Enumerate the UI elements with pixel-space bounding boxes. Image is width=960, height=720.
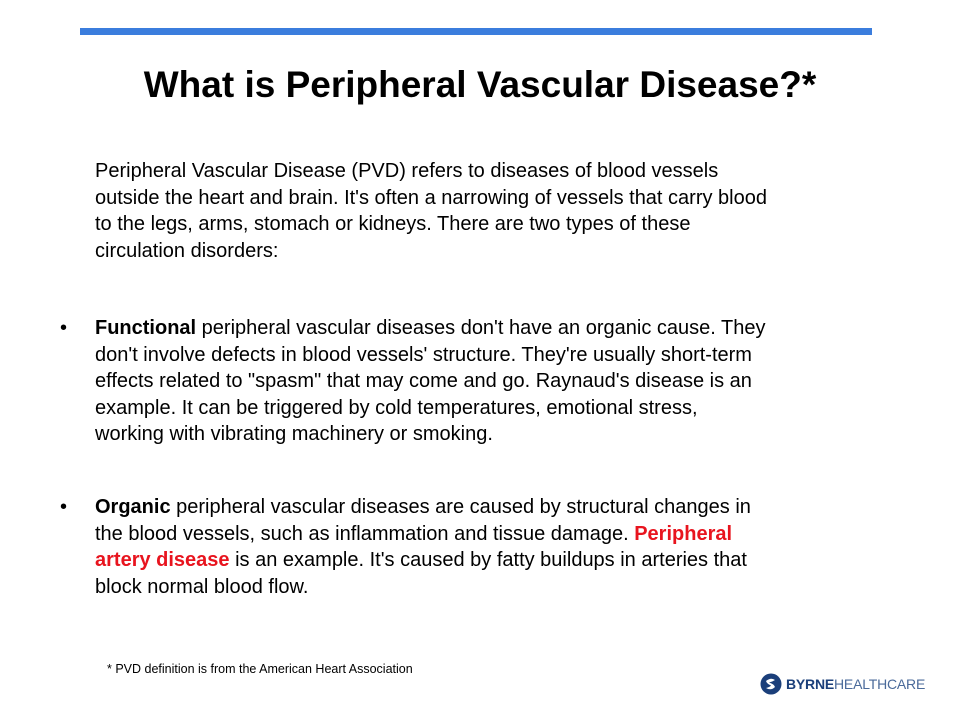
intro-paragraph: Peripheral Vascular Disease (PVD) refers to diseases of blood vessels outside the heart and brain. It's often a narrowing of vessels that carry blood to the legs, arms, stomach or kidneys. There are two types of these circulation disorders: [95, 160, 767, 262]
bullet-term: Organic [95, 496, 171, 518]
bullet-organic-text [95, 494, 915, 600]
bullet-body: peripheral vascular diseases are caused by structural changes in the blood vessels, such as inflammation and tissue damage. [95, 496, 751, 545]
highlighted-term: Peripheral artery disease [95, 522, 733, 571]
bullet-body: peripheral vascular diseases don't have an organic cause. They don't involve defects in blood vessels' structure. They're usually short-term effects related to "spasm" that may come and go. Raynaud's disease is an example. It can be triggered by cold temperatures, emotional stress, working with vibrating machinery or smoking. [95, 317, 766, 445]
bullet-marker: • [60, 496, 68, 518]
bullet-body-end: is an example. It's caused by fatty buildups in arteries that block normal blood flow. [95, 549, 747, 598]
bullet-functional-text [95, 315, 915, 448]
byrne-logo-icon [760, 673, 782, 695]
bullet-marker: • [60, 317, 68, 339]
footnote: * PVD definition is from the American Heart Association [107, 662, 413, 676]
bullet-term: Functional [95, 317, 197, 339]
company-logo [760, 672, 925, 696]
logo-wordmark: BYRNEHEALTHCARE [786, 676, 926, 692]
slide-title: What is Peripheral Vascular Disease?* [143, 64, 817, 105]
top-accent-rule [80, 28, 872, 35]
